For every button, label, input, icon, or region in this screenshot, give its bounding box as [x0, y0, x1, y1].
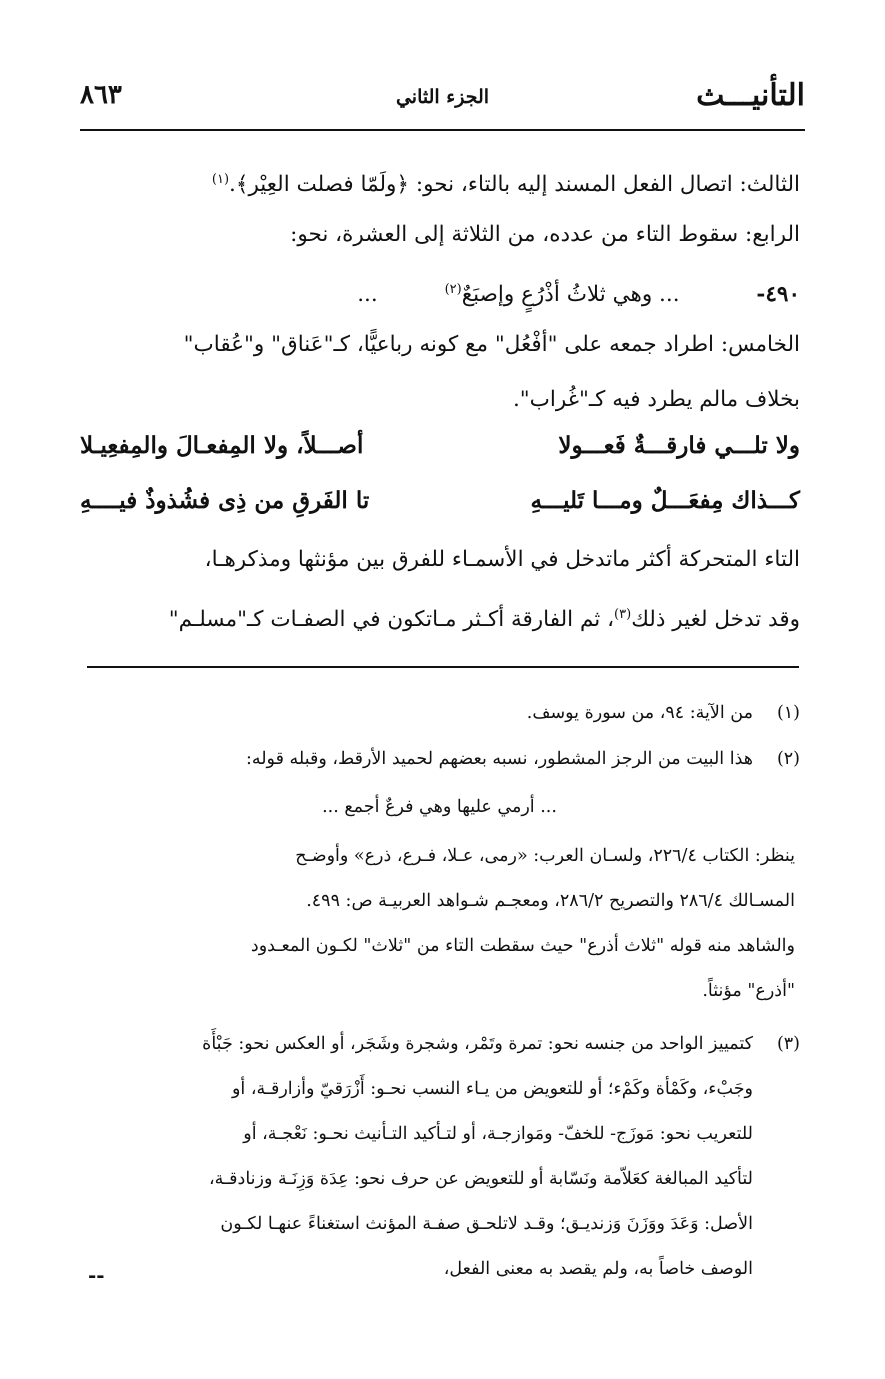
header-rule — [80, 129, 805, 131]
footnote-2-line-3: المسـالك ٢٨٦/٤ والتصريح ٢٨٦/٢، ومعجـم شـواهد العربيـة ص: ٤٩٩. — [306, 891, 795, 911]
body-text: الثالث: اتصال الفعل المسند إليه بالتاء، نحو: ﴿ولَمّا فصلت العِيْر﴾. — [229, 172, 800, 198]
footnote-2-verse: ... أرمي عليها وهي فرعٌ أجمع ... — [322, 797, 557, 817]
footnote-2-line-5: "أذرع" مؤنثاً. — [702, 981, 795, 1001]
verse-row-1 — [80, 432, 800, 478]
footnote-2-line-1: هذا البيت من الرجز المشطور، نسبه بعضهم لحميد الأرقط، وقبله قوله: — [245, 749, 753, 769]
footnote-3-line-6: الوصف خاصاً به، ولم يقصد به معنى الفعل، — [443, 1259, 753, 1279]
footnote-number-1: (١) — [776, 703, 800, 723]
continuation-mark: -- — [88, 1263, 105, 1287]
footnote-2-line-2: ينظر: الكتاب ٢٢٦/٤، ولسـان العرب: «رمى، عـلا، فـرع، ذرع» وأوضـح — [295, 846, 795, 866]
shahid-text: ... وهي ثلاثُ أذْرُعٍ وإصبَعٌ — [461, 282, 680, 308]
shahid-line — [80, 270, 800, 315]
body-line-1 — [80, 160, 800, 205]
footnote-2-line-4: والشاهد منه قوله "ثلاث أذرع" حيث سقطت التاء من "ثلاث" لكـون المعـدود — [250, 936, 795, 956]
footnote-3-line-1: كتمييز الواحد من جنسه نحو: تمرة وتَمْر، وشجرة وشَجَر، أو العكس نحو: جَبْأَة — [202, 1034, 753, 1054]
body-line-7 — [80, 595, 800, 640]
body-line-4: الخامس: اطراد جمعه على "أفْعُل" مع كونه رباعيًّا، كـ"عَناق" و"عُقاب" — [183, 332, 800, 357]
body-line-6: التاء المتحركة أكثر ماتدخل في الأسمـاء للفرق بين مؤنثها ومذكرهـا، — [204, 547, 800, 572]
footnote-3-line-5: الأصل: وَعَدَ ووَزَنَ وَزنديـق؛ وقـد لاتلحـق صفـة المؤنث استغناءً عنهـا لكـون — [220, 1214, 753, 1234]
footnote-ref-1[interactable]: (١) — [211, 172, 230, 187]
verse-hemistich-right: كـــذاك مِفعَـــلٌ ومـــا تَليـــهِ — [530, 487, 800, 514]
footnote-3-line-2: وجَبْء، وكَمْأة وكَمْء؛ أو للتعويض من يـاء النسب نحـو: أَزْرَقيّ وأزارقـة، أو — [231, 1079, 753, 1099]
page-number: ٨٦٣ — [80, 80, 122, 110]
verse-hemistich-left: أصـــلاً، ولا المِفعـالَ والمِفعِيـلا — [80, 432, 364, 459]
page-header — [80, 78, 805, 122]
footnote-number-3: (٣) — [776, 1034, 800, 1054]
footnote-1: من الآية: ٩٤، من سورة يوسف. — [526, 703, 753, 723]
footnote-ref-3[interactable]: (٣) — [614, 607, 632, 622]
shahid-ellipsis: ... — [357, 282, 378, 308]
body-line-5: بخلاف مالم يطرد فيه كـ"غُراب". — [512, 387, 800, 412]
footnote-ref-2[interactable]: (٢) — [444, 282, 462, 297]
verse-hemistich-right: ولا تلـــي فارقـــةٌ فَعـــولا — [558, 432, 800, 459]
shahid-number: ٤٩٠- — [756, 282, 800, 308]
body-text: وقد تدخل لغير ذلك — [631, 607, 800, 633]
footnote-number-2: (٢) — [776, 749, 800, 769]
footnote-3-line-4: لتأكيد المبالغة كعَلاّمة ونَسّابة أو للتعويض عن حرف نحو: عِدَة وَزِنَـة وزنادقـة، — [209, 1169, 753, 1189]
verse-hemistich-left: تا الفَرقِ من ذِى فشُذوذٌ فيــــهِ — [80, 487, 370, 514]
body-line-2: الرابع: سقوط التاء من عدده، من الثلاثة إلى العشرة، نحو: — [290, 222, 800, 247]
verse-row-2 — [80, 487, 800, 533]
body-text: ، ثم الفارقة أكـثر مـاتكون في الصفـات كـ"مسلـم" — [168, 607, 615, 633]
chapter-title: التأنيـــث — [696, 78, 805, 113]
footnote-separator — [87, 666, 799, 668]
part-label: الجزء الثاني — [395, 86, 490, 108]
footnote-3-line-3: للتعريب نحو: مَوزَج- للخفّ- ومَوازجـة، أو لتـأكيد التـأنيث نحـو: نَعْجـة، أو — [243, 1124, 753, 1144]
